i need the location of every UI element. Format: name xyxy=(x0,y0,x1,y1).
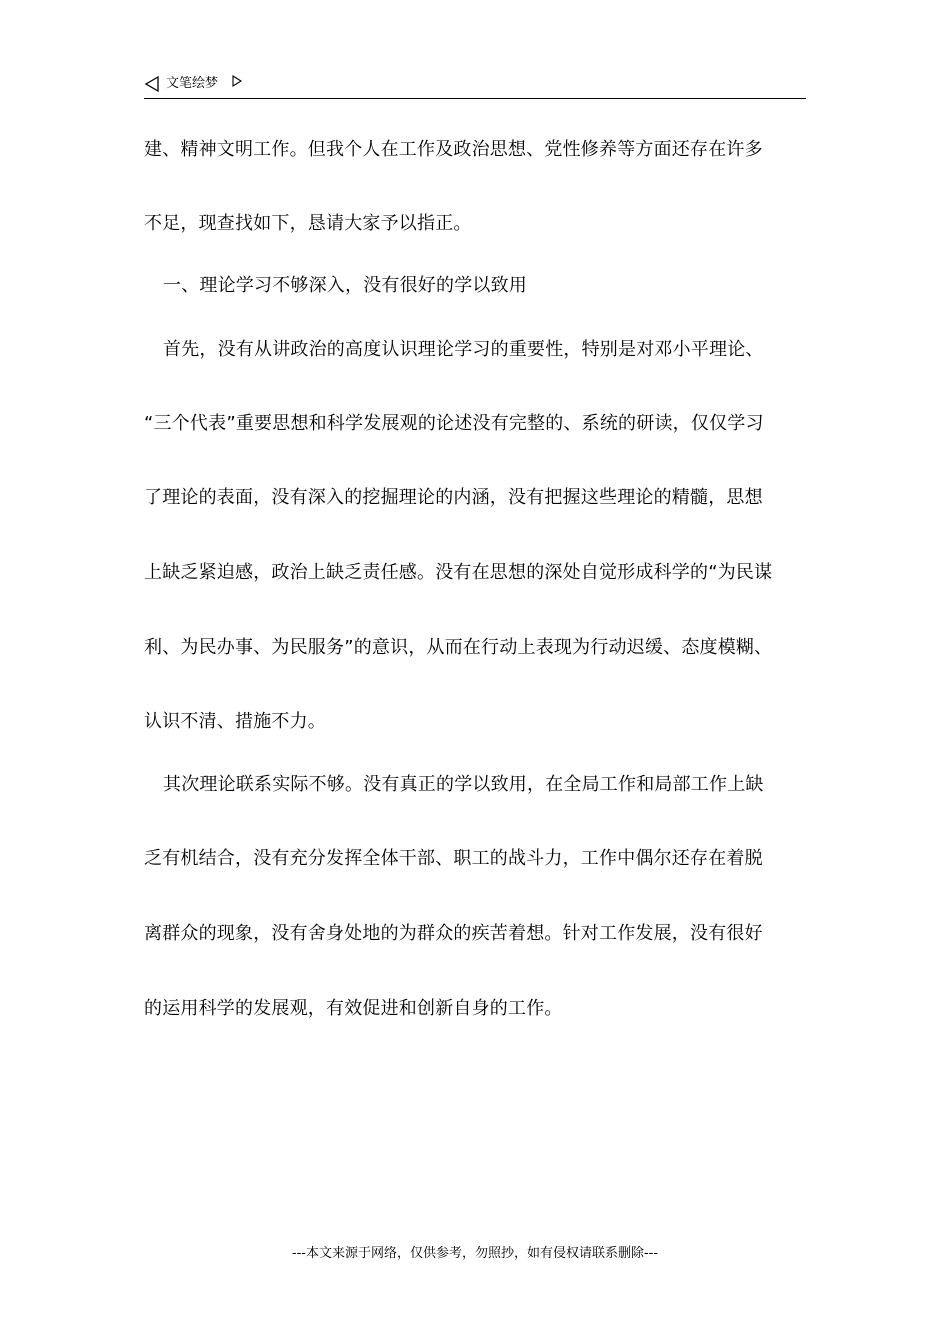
page-header xyxy=(144,72,806,99)
body-line: 不足，现查找如下，恳请大家予以指正。 xyxy=(144,213,472,234)
footer-disclaimer: ---本文来源于网络，仅供参考，勿照抄，如有侵权请联系删除--- xyxy=(291,1246,659,1261)
body-line: 认识不清、措施不力。 xyxy=(144,711,326,732)
body-line: 离群众的现象，没有舍身处地的为群众的疾苦着想。针对工作发展，没有很好 xyxy=(144,923,763,944)
body-line: 利、为民办事、为民服务”的意识，从而在行动上表现为行动迟缓、态度模糊、 xyxy=(144,637,773,658)
body-line: 首先，没有从讲政治的高度认识理论学习的重要性，特别是对邓小平理论、 xyxy=(163,339,764,360)
section-heading: 一、理论学习不够深入，没有很好的学以致用 xyxy=(163,275,527,296)
triangle-right-icon xyxy=(231,75,243,87)
body-line: 上缺乏紧迫感，政治上缺乏责任感。没有在思想的深处自觉形成科学的“为民谋 xyxy=(144,562,773,583)
body-line: 的运用科学的发展观，有效促进和创新自身的工作。 xyxy=(144,998,563,1019)
body-line: 其次理论联系实际不够。没有真正的学以致用，在全局工作和局部工作上缺 xyxy=(163,774,764,795)
body-line: “三个代表”重要思想和科学发展观的论述没有完整的、系统的研读，仅仅学习 xyxy=(144,413,764,434)
body-line: 乏有机结合，没有充分发挥全体干部、职工的战斗力，工作中偶尔还存在着脱 xyxy=(144,848,763,869)
triangle-left-icon xyxy=(144,76,160,92)
body-line: 建、精神文明工作。但我个人在工作及政治思想、党性修养等方面还存在许多 xyxy=(144,139,763,160)
header-title: 文笔绘梦 xyxy=(166,76,219,91)
body-line: 了理论的表面，没有深入的挖掘理论的内涵，没有把握这些理论的精髓，思想 xyxy=(144,487,763,508)
